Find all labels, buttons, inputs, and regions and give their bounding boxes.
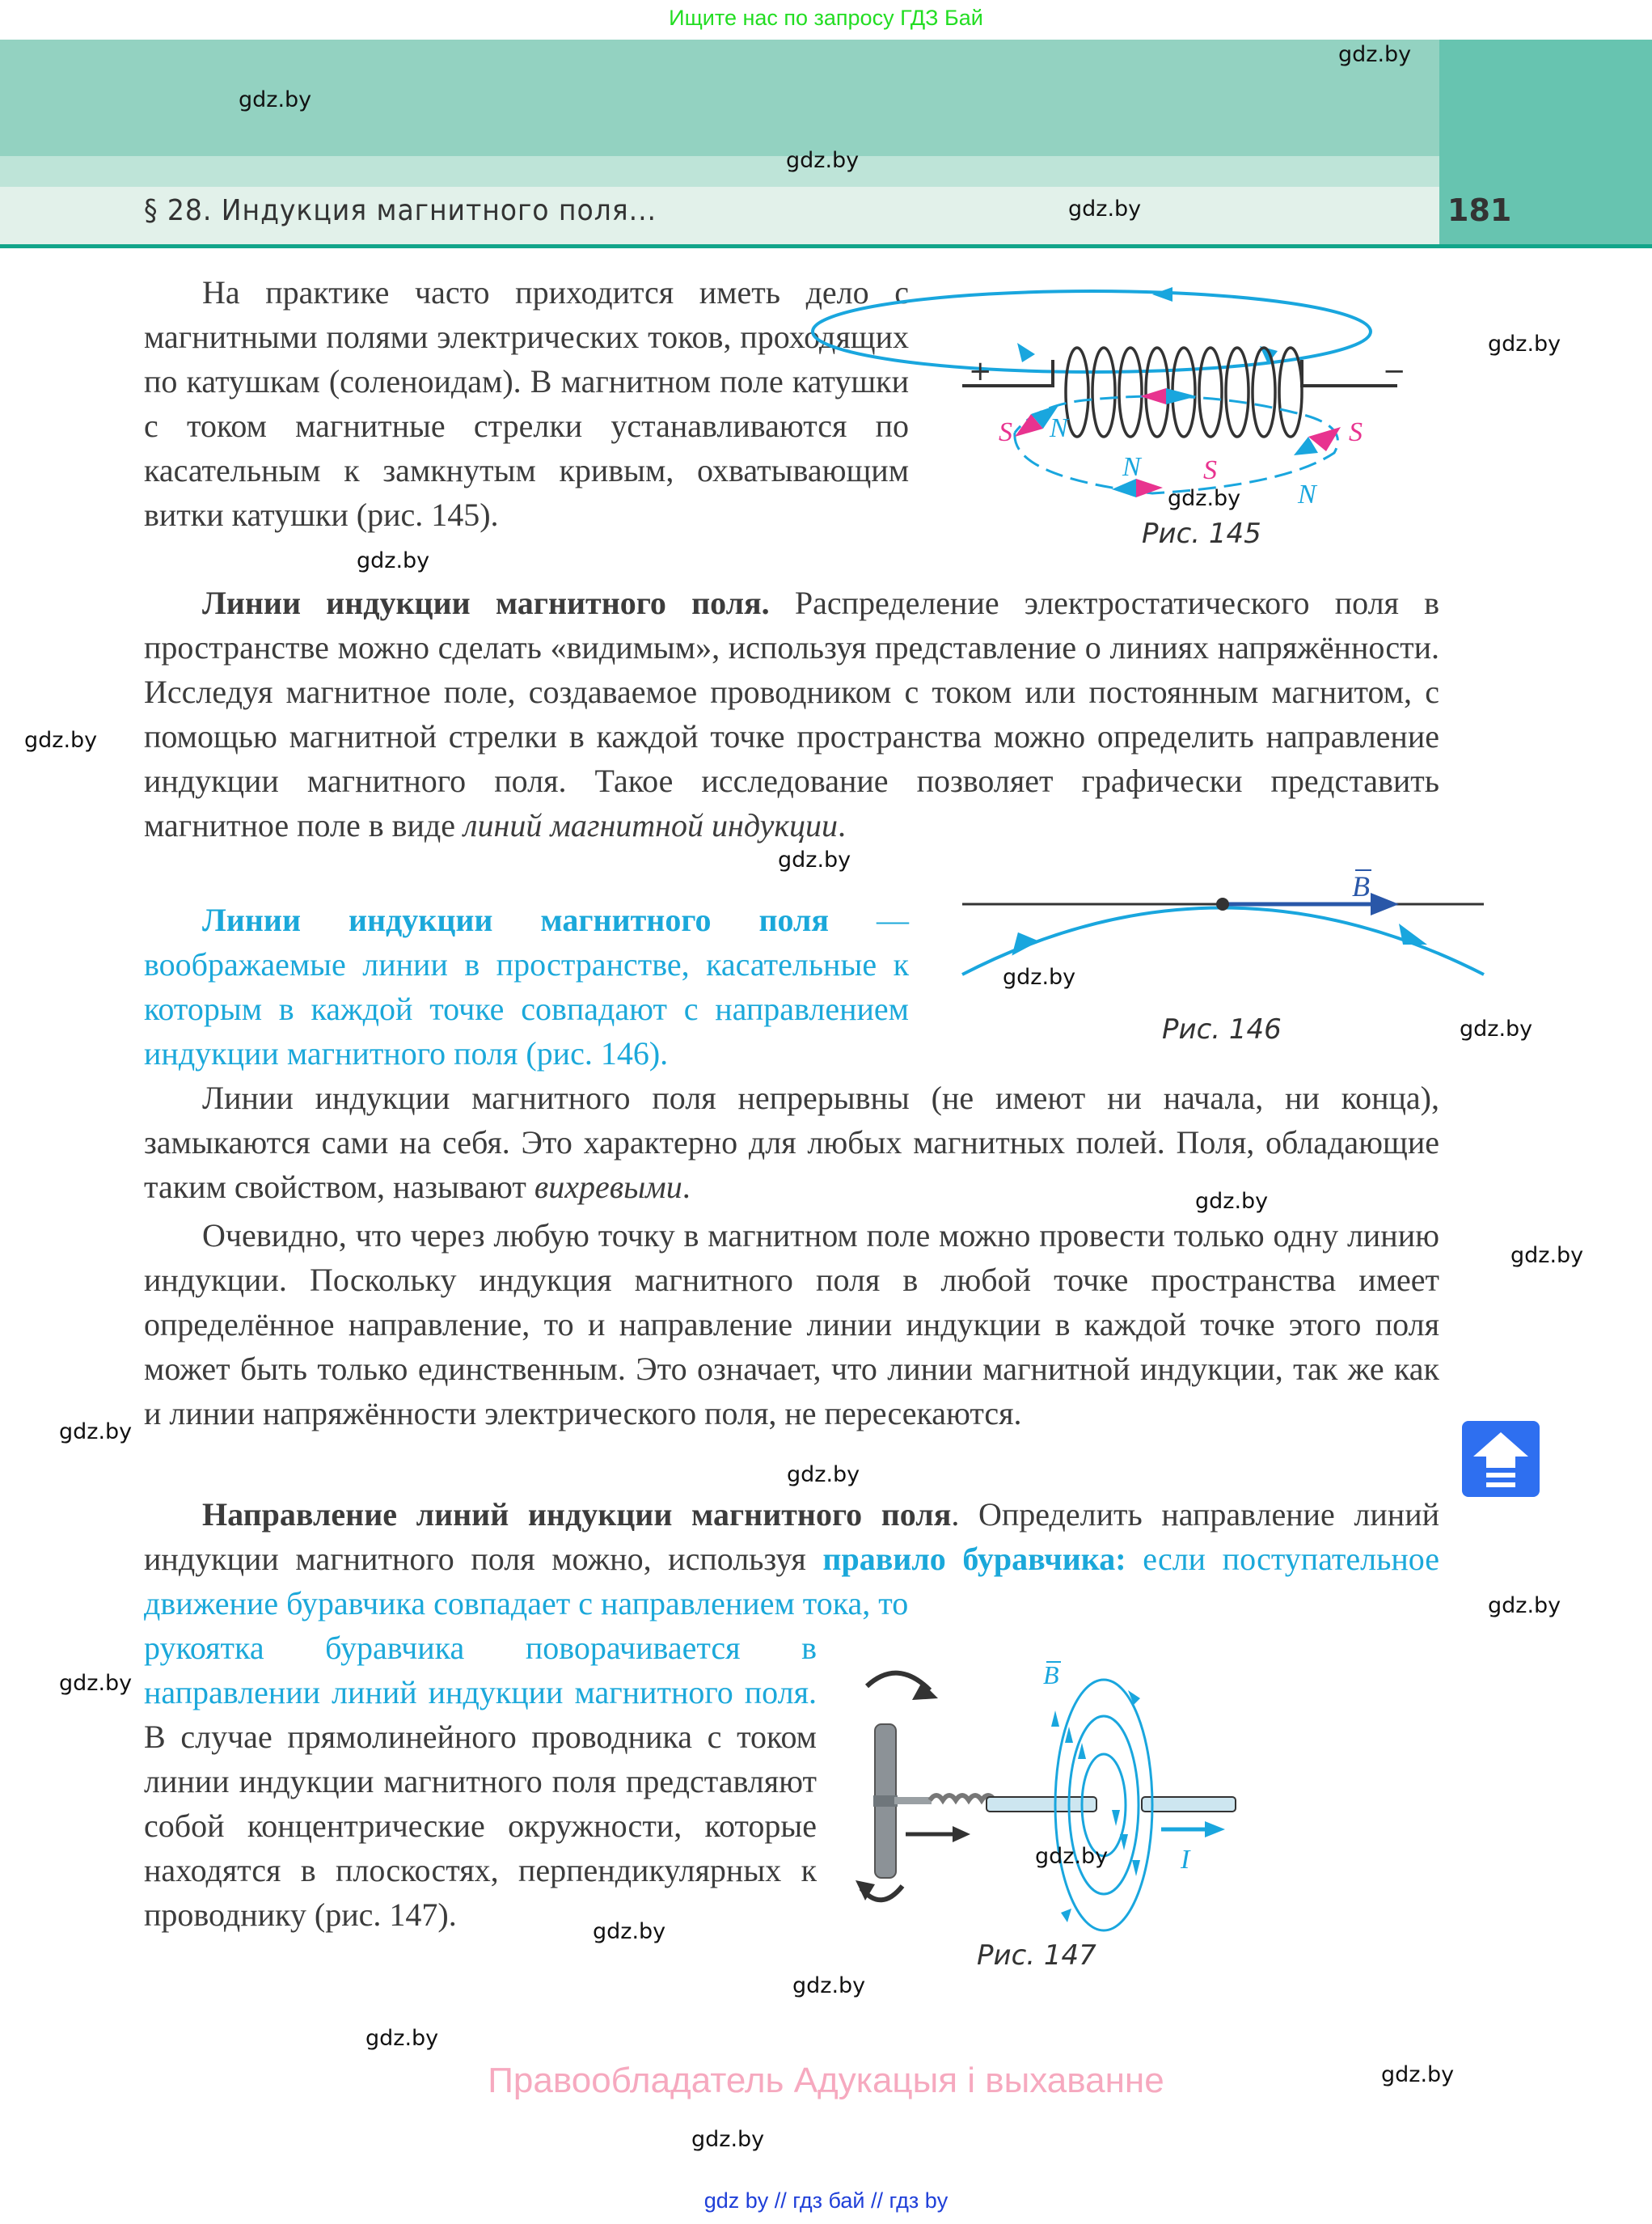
vector-b-label-147: B — [1043, 1660, 1059, 1689]
svg-text:S: S — [1203, 455, 1217, 485]
figure-147-caption: Рис. 147 — [977, 1939, 1096, 1972]
paragraph-induction-lines: Линии индукции магнитного поля. Распределение электростатического поля в пространстве можно сделать «видимым», используя представление о линиях напряжённости. Исследуя магнитное поле, создаваемое проводником с током или постоянным магнитом, с помощью магнитной стрелки в каждой точке пространства можно определить направление индукции магнитного поля. Такое исследование позволяет графически представить магнитное поле в виде линий магнитной индукции. — [144, 585, 1439, 844]
paragraph-continuous-lines: Линии индукции магнитного поля непрерывны (не имеют ни начала, ни конца), замыкаются сами на себя. Это характерно для любых магнитных полей. Поля, обладающие таким свойством, называют вихревыми. — [144, 1080, 1439, 1205]
definition-block: Линии индукции магнитного поля — воображаемые линии в пространстве, касательные к которым в каждой точке совпадают с направлением индукции магнитного поля (рис. 146). — [144, 902, 910, 1072]
watermark: gdz.by — [1510, 1243, 1584, 1268]
watermark: gdz.by — [1068, 197, 1142, 222]
header-band-dark — [0, 40, 1439, 156]
rights-holder: Правообладатель Адукацыя і выхаванне — [488, 2061, 1164, 2100]
watermark: gdz.by — [786, 148, 860, 173]
paragraph-direction: Направление линий индукции магнитного поля. Определить направление линий индукции магнитного поля можно, используя правило буравчика: если поступательное движение буравчика совпадает с направлением тока, то — [144, 1496, 1440, 1621]
watermark: gdz.by — [778, 848, 851, 873]
paragraph-text: На практике часто приходится иметь дело с магнитными полями электрических токов, проходящих по катушкам (соленоидам). В магнитном поле катушки с током магнитные стрелки устанавливаются по касательным к замкнутым кривым, охватывающим витки катушки (рис. 145). — [144, 274, 909, 533]
watermark: gdz.by — [593, 1919, 666, 1944]
watermark: gdz.by — [1460, 1017, 1533, 1042]
watermark: gdz.by — [1381, 2062, 1455, 2087]
definition-term: Линии индукции магнитного поля — [202, 902, 830, 938]
svg-text:S: S — [1349, 417, 1363, 447]
watermark: gdz.by — [365, 2026, 439, 2051]
plus-sign: + — [969, 355, 992, 387]
watermark: gdz.by — [1195, 1189, 1269, 1214]
watermark: gdz.by — [1488, 1593, 1561, 1618]
figure-147-gimlet — [849, 1634, 1464, 1973]
figure-145-solenoid — [954, 267, 1439, 558]
chapter-title: § 28. Индукция магнитного поля... — [144, 194, 657, 227]
watermark: gdz.by — [24, 728, 98, 753]
footer-links[interactable]: gdz by // гдз бай // гдз by — [703, 2188, 949, 2213]
gimlet-rule-term: правило буравчика: — [822, 1541, 1126, 1577]
gimlet-rule-text: рукоятка буравчика поворачивается в направлении линий индукции магнитного поля. — [144, 1630, 817, 1710]
header-rule — [0, 244, 1652, 248]
watermark: gdz.by — [59, 1419, 133, 1444]
paragraph-gimlet: рукоятка буравчика поворачивается в направлении линий индукции магнитного поля. В случае прямолинейного проводника с током линии индукции магнитного поля представляют собой концентрические окружности, которые находятся в плоскостях, перпендикулярных к проводнику (рис. 147). — [144, 1630, 817, 1933]
watermark: gdz.by — [1035, 1844, 1109, 1869]
watermark: gdz.by — [1338, 42, 1412, 67]
watermark: gdz.by — [792, 1973, 866, 1998]
watermark: gdz.by — [59, 1671, 133, 1696]
page-number: 181 — [1447, 192, 1512, 228]
scroll-to-top-button[interactable] — [1462, 1421, 1540, 1497]
svg-text:N: N — [1122, 452, 1141, 482]
term-vortex: вихревыми — [534, 1169, 682, 1205]
current-label: I — [1181, 1845, 1190, 1875]
figure-146-caption: Рис. 146 — [1162, 1013, 1282, 1046]
svg-text:S: S — [999, 417, 1012, 447]
figure-145-caption: Рис. 145 — [1142, 518, 1261, 550]
watermark: gdz.by — [1003, 965, 1076, 990]
header-band-mid — [0, 156, 1439, 187]
watermark: gdz.by — [1168, 486, 1241, 511]
arrow-up-icon — [1462, 1421, 1540, 1497]
watermark: gdz.by — [239, 87, 312, 112]
svg-text:N: N — [1298, 480, 1316, 509]
watermark: gdz.by — [787, 1462, 860, 1487]
svg-text:N: N — [1050, 413, 1068, 443]
watermark: gdz.by — [357, 548, 430, 573]
section-heading-direction: Направление линий индукции магнитного поля — [202, 1496, 952, 1533]
vector-b-label: B — [1352, 870, 1370, 903]
search-banner: Ищите нас по запросу ГДЗ Бай — [669, 6, 983, 30]
section-heading: Линии индукции магнитного поля. — [202, 585, 770, 621]
paragraph-no-intersection: Очевидно, что через любую точку в магнитном поле можно провести только одну линию индукции. Поскольку индукция магнитного поля в любой точке пространства имеет определённое направление, то и направление линии индукции в каждой точке этого поля может быть только единственным. Это означает, что линии магнитной индукции, так же как и линии напряжённости электрического поля, не пересекаются. — [144, 1217, 1439, 1431]
watermark: gdz.by — [691, 2127, 765, 2152]
term-italic: линий магнитной индукции — [463, 807, 839, 844]
minus-sign: − — [1383, 355, 1406, 387]
paragraph-solenoid — [144, 270, 909, 537]
watermark: gdz.by — [1488, 332, 1561, 357]
